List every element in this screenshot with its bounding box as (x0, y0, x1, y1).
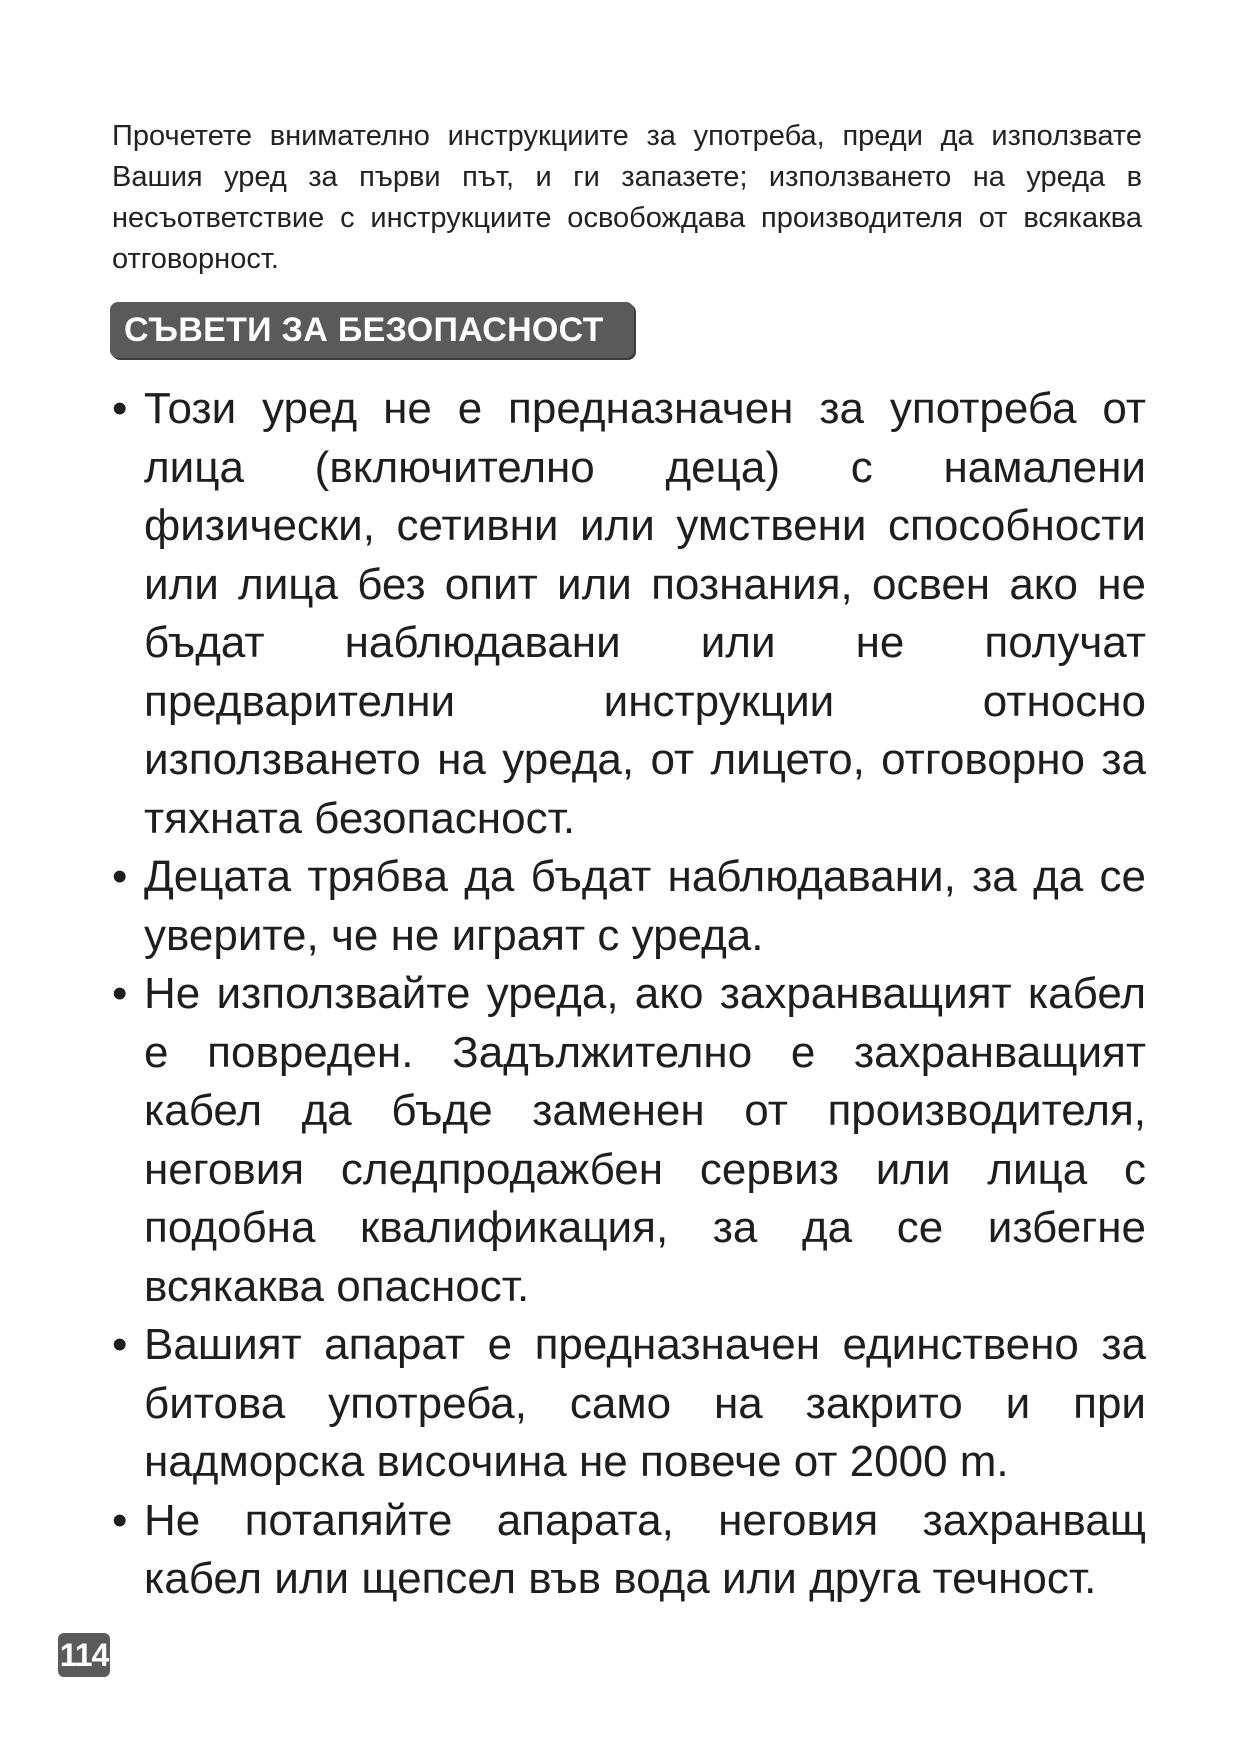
bullet-dot-icon: • (112, 1320, 128, 1369)
safety-bullet-list (110, 380, 1146, 1609)
intro-paragraph: Прочетете внимателно инструкциите за употреба, преди да използвате Вашия уред за първи път, и ги запазете; използването на уреда в несъответствие с инструкциите освобождава производителя от всякаква отговорност. (112, 120, 1142, 275)
bullet-text: Децата трябва да бъдат наблюдавани, за да се уверите, че не играят с уреда. (144, 852, 1146, 960)
bullet-item-household-use (110, 1316, 1146, 1492)
page-number: 114 (58, 1633, 110, 1677)
bullet-dot-icon: • (112, 384, 128, 433)
bullet-item-supervision-limited-capabilities (110, 380, 1146, 848)
bullet-text: Вашият апарат е предназначен единствено за битова употреба, само на закрито и при надморска височина не повече от 2000 m. (144, 1320, 1146, 1486)
bullet-item-children-supervision (110, 848, 1146, 965)
bullet-dot-icon: • (112, 1495, 128, 1545)
bullet-text: Не използвайте уреда, ако захранващият кабел е повреден. Задължително е захранващият кабел да бъде заменен от производителя, неговия следпродажбен сервиз или лица с подобна квалификация, за да се избегне всякаква опасност. (144, 969, 1146, 1311)
bullet-dot-icon: • (112, 852, 128, 901)
section-title-safety-advice: СЪВЕТИ ЗА БЕЗОПАСНОСТ (110, 302, 634, 358)
bullet-text: Този уред не е предназначен за употреба от лица (включително деца) с намалени физически, сетивни или умствени способности или лица без опит или познания, освен ако не бъдат наблюдавани или не получат предварителни инструкции относно използването на уреда, от лицето, отговорно за тяхната безопасност. (144, 384, 1146, 843)
bullet-item-damaged-cable (110, 965, 1146, 1316)
bullet-text: Не потапяйте апарата, неговия захранващ кабел или щепсел във вода или друга течност. (144, 1495, 1146, 1603)
bullet-dot-icon: • (112, 969, 128, 1018)
bullet-item-no-immersion (110, 1492, 1146, 1609)
